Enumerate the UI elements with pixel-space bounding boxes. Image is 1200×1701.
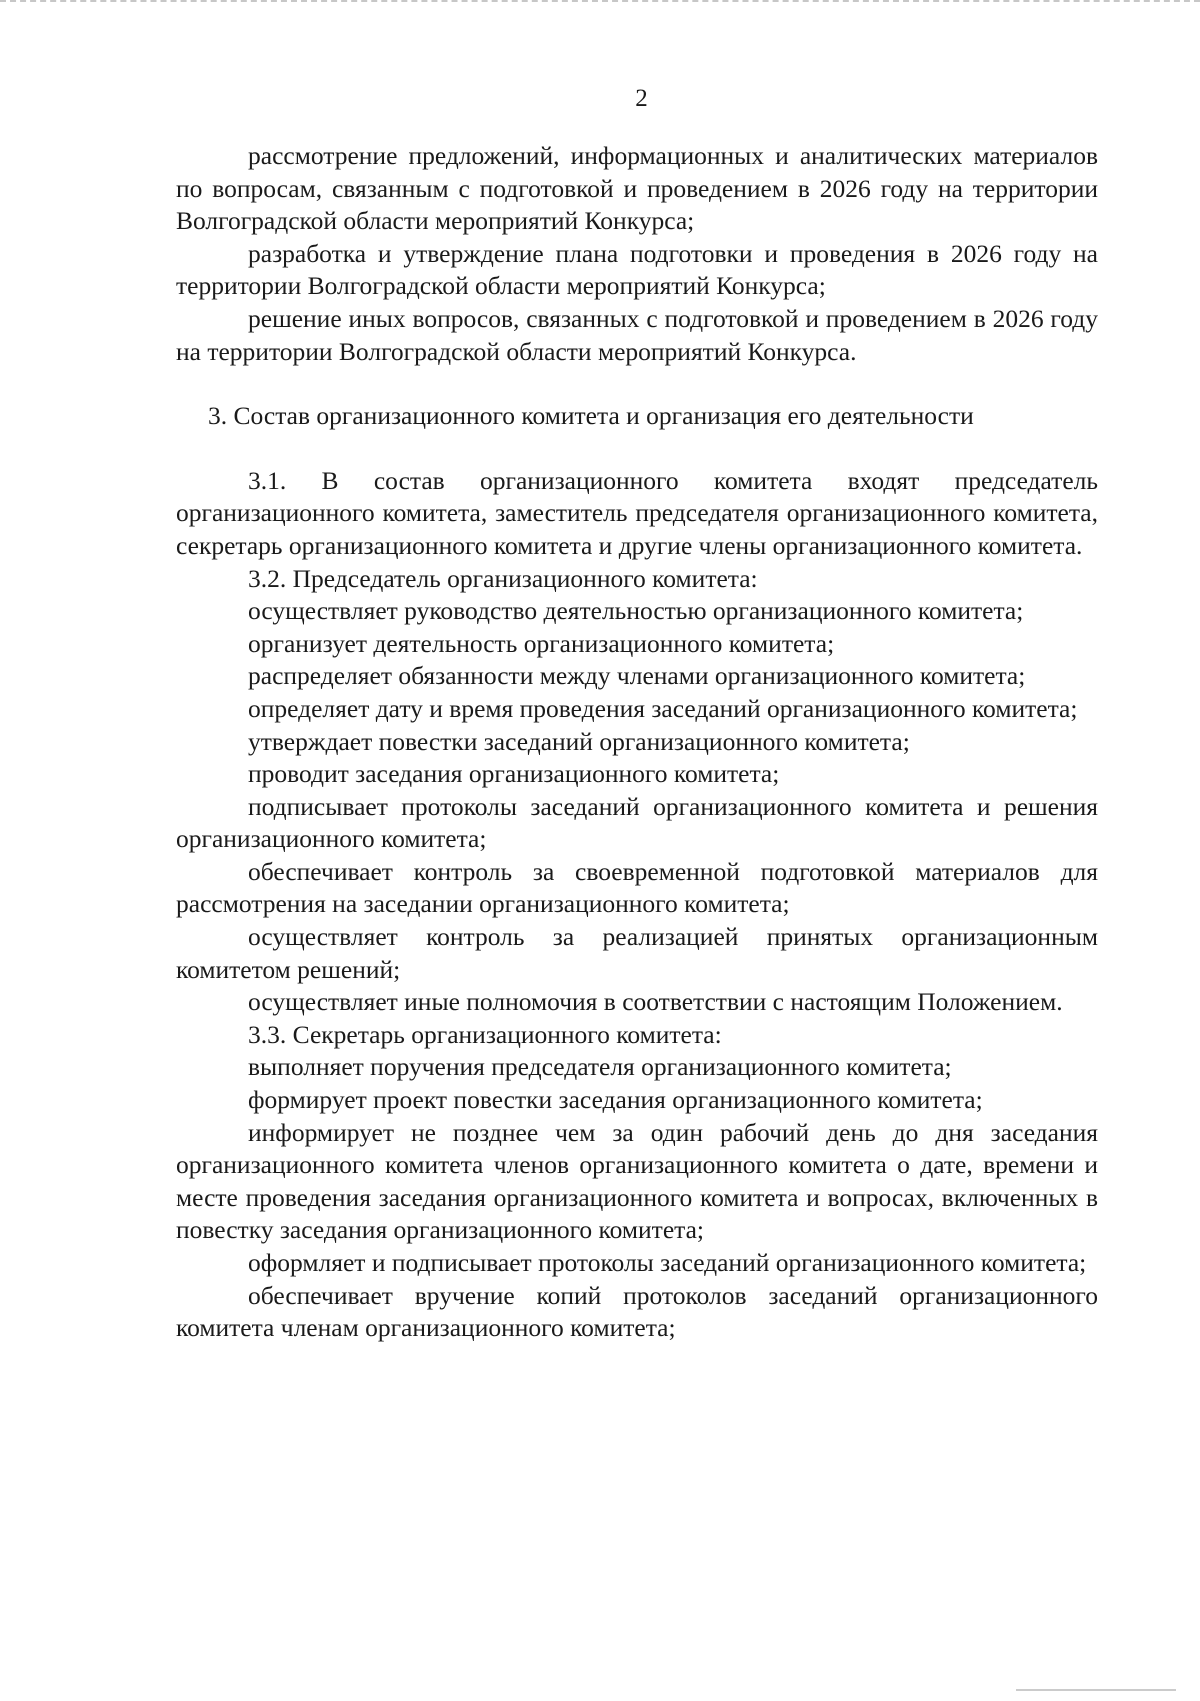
paragraph: 3.1. В состав организационного комитета входят председатель организационного комитета, заместитель председателя организационного комитета, секретарь организационного комитета и другие члены организационного комитета.: [176, 465, 1098, 560]
paragraph: распределяет обязанности между членами организационного комитета;: [248, 661, 1026, 691]
paragraph: рассмотрение предложений, информационных и аналитических материалов по вопросам, связанным с подготовкой и проведением в 2026 году на территории Волгоградской области мероприятий Конкурса;: [176, 141, 1098, 236]
paragraph: утверждает повестки заседаний организационного комитета;: [248, 726, 910, 756]
scan-footer-mark: [1016, 1689, 1176, 1697]
paragraph: определяет дату и время проведения заседаний организационного комитета;: [248, 693, 1078, 723]
section-heading: 3. Состав организационного комитета и организация его деятельности: [208, 401, 974, 431]
paragraph: 3.3. Секретарь организационного комитета:: [248, 1019, 722, 1049]
paragraph: формирует проект повестки заседания организационного комитета;: [248, 1085, 983, 1115]
paragraph: осуществляет руководство деятельностью организационного комитета;: [248, 596, 1024, 626]
paragraph: 3.2. Председатель организационного комитета:: [248, 563, 758, 593]
paragraph: обеспечивает контроль за своевременной подготовкой материалов для рассмотрения на заседании организационного комитета;: [176, 856, 1098, 919]
scan-edge-line: [0, 0, 1200, 2]
paragraph: решение иных вопросов, связанных с подготовкой и проведением в 2026 году на территории Волгоградской области мероприятий Конкурса.: [176, 303, 1098, 366]
paragraph: информирует не позднее чем за один рабочий день до дня заседания организационного комитета членов организационного комитета о дате, времени и месте проведения заседания организационного комитета и вопросах, включенных в повестку заседания организационного комитета;: [176, 1117, 1098, 1245]
paragraph: осуществляет контроль за реализацией принятых организационным комитетом решений;: [176, 922, 1098, 984]
paragraph: проводит заседания организационного комитета;: [248, 759, 780, 789]
paragraph: осуществляет иные полномочия в соответствии с настоящим Положением.: [248, 987, 1063, 1017]
paragraph: выполняет поручения председателя организационного комитета;: [248, 1052, 952, 1082]
paragraph: оформляет и подписывает протоколы заседаний организационного комитета;: [248, 1248, 1087, 1277]
paragraph: обеспечивает вручение копий протоколов заседаний организационного комитета членам организационного комитета;: [176, 1280, 1098, 1343]
paragraph: разработка и утверждение плана подготовки и проведения в 2026 году на территории Волгоградской области мероприятий Конкурса;: [176, 238, 1098, 301]
paragraph: организует деятельность организационного комитета;: [248, 628, 835, 658]
paragraph: подписывает протоколы заседаний организационного комитета и решения организационного комитета;: [176, 791, 1098, 854]
document-body: [176, 140, 1098, 1345]
page-number: 2: [635, 85, 648, 112]
